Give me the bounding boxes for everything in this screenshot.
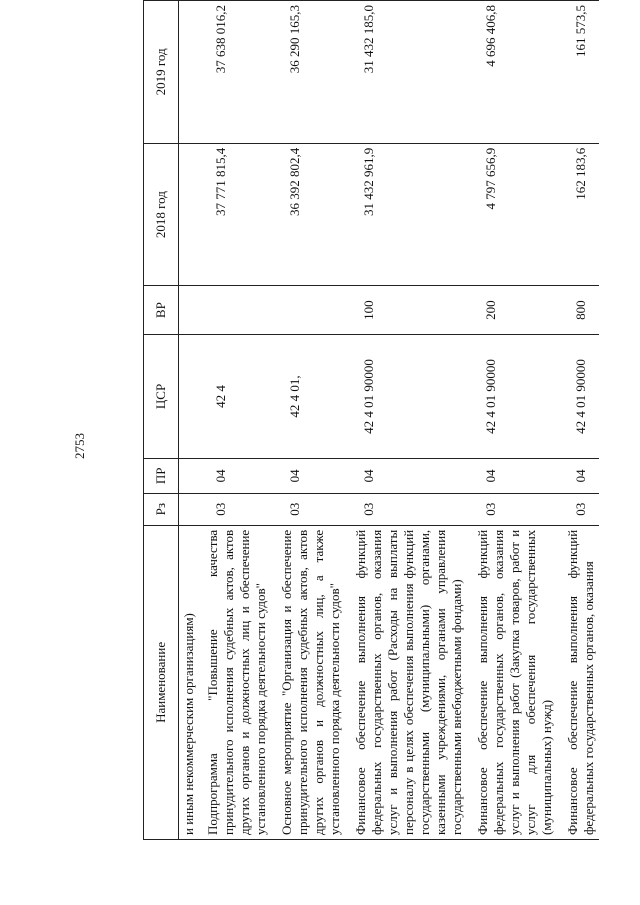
row-name: Финансовое обеспечение выполнения функций федеральных государственных органов, оказания услуг и выполнения работ (Расходы на выплаты персоналу в целях обеспечения выполнения функций государственными (муниципальными) органами, казенными учреждениями, органами управления государственными внебюджетными фондами) bbox=[351, 525, 467, 839]
header-pr: ПР bbox=[144, 459, 179, 494]
budget-table bbox=[143, 0, 599, 840]
table-row bbox=[203, 1, 271, 840]
row-csr: 42 4 01 90000 bbox=[563, 334, 599, 458]
row-2018: 36 392 802,4 bbox=[277, 143, 345, 286]
row-csr: 42 4 01, bbox=[277, 334, 345, 458]
row-vr bbox=[203, 286, 271, 334]
row-pr: 04 bbox=[563, 459, 599, 494]
row-pr: 04 bbox=[277, 459, 345, 494]
row-2019: 31 432 185,0 bbox=[351, 1, 467, 144]
header-vr: ВР bbox=[144, 286, 179, 334]
row-pr: 04 bbox=[473, 459, 557, 494]
row-vr: 200 bbox=[473, 286, 557, 334]
row-name: Финансовое обеспечение выполнения функций федеральных государственных органов, оказания услуг и выполнения работ (Закупка товаров, работ и услуг для обеспечения государственных (муниципальных) нужд) bbox=[473, 525, 557, 839]
page-number: 2753 bbox=[72, 433, 87, 459]
row-pr: 04 bbox=[203, 459, 271, 494]
table-row bbox=[473, 1, 557, 840]
header-2018: 2018 год bbox=[144, 143, 179, 286]
row-name: Основное мероприятие "Организация и обеспечение принудительного исполнения судебных актов, актов других органов и должностных лиц, а также установленного порядка деятельности судов" bbox=[277, 525, 345, 839]
row-csr: 42 4 01 90000 bbox=[473, 334, 557, 458]
header-name: Наименование bbox=[144, 525, 179, 839]
row-vr: 800 bbox=[563, 286, 599, 334]
row-rz: 03 bbox=[351, 493, 467, 525]
row-pr: 04 bbox=[351, 459, 467, 494]
row-vr: 100 bbox=[351, 286, 467, 334]
row-2018: 37 771 815,4 bbox=[203, 143, 271, 286]
header-rz: Рз bbox=[144, 493, 179, 525]
row-2019: 36 290 165,3 bbox=[277, 1, 345, 144]
row-2018: 4 797 656,9 bbox=[473, 143, 557, 286]
row-rz: 03 bbox=[473, 493, 557, 525]
row-name: Подпрограмма "Повышение качества принудительного исполнения судебных актов, актов других органов и должностных лиц и обеспечение установленного порядка деятельности судов" bbox=[203, 525, 271, 839]
row-csr: 42 4 bbox=[203, 334, 271, 458]
header-csr: ЦСР bbox=[144, 334, 179, 458]
continuation-row bbox=[179, 1, 204, 840]
row-rz: 03 bbox=[203, 493, 271, 525]
budget-table-rotated bbox=[143, 0, 640, 840]
header-2019: 2019 год bbox=[144, 1, 179, 144]
row-2019: 37 638 016,2 bbox=[203, 1, 271, 144]
row-csr: 42 4 01 90000 bbox=[351, 334, 467, 458]
table-row bbox=[277, 1, 345, 840]
row-rz: 03 bbox=[563, 493, 599, 525]
table-row bbox=[563, 1, 599, 840]
row-name: Финансовое обеспечение выполнения функций федеральных государственных органов, оказания bbox=[563, 525, 599, 839]
table-header-row bbox=[144, 1, 179, 840]
row-2019: 4 696 406,8 bbox=[473, 1, 557, 144]
row-vr bbox=[277, 286, 345, 334]
row-2018: 31 432 961,9 bbox=[351, 143, 467, 286]
row-rz: 03 bbox=[277, 493, 345, 525]
table-row bbox=[351, 1, 467, 840]
continuation-text: и иным некоммерческим организациям) bbox=[179, 525, 204, 839]
row-2019: 161 573,5 bbox=[563, 1, 599, 144]
row-2018: 162 183,6 bbox=[563, 143, 599, 286]
